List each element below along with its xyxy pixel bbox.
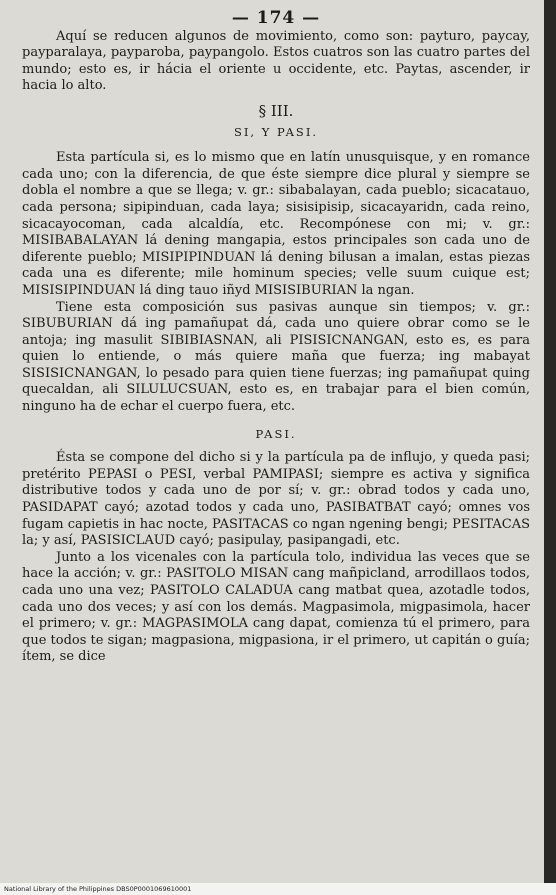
section-paragraph-2: Tiene esta composición sus pasivas aunque sin tiempos; v. gr.: SIBUBURIAN dá ing pamañupat dá, cada uno quiere obrar como se le antoja; ing masulit SIBIBIASNAN, ali PISISICNANGAN, esto es, es para quien lo entiende, o más quiere maña que fuerza; ing mabayat SISISICNANGAN, lo pesado para quien tiene fuerzas; ing pamañupat quing quecaldan, ali SILULUCSUAN, esto es, en trabajar para el bien común, ninguno ha de echar el cuerpo fuera, etc.	[22, 299, 530, 415]
section-paragraph-1: Esta partícula si, es lo mismo que en latín unusquisque, y en romance cada uno; con la diferencia, de que éste siempre dice plural y siempre se dobla el nombre a que se llega; v. gr.: sibabalayan, cada pueblo; sicacatauo, cada persona; sipipinduan, cada laya; sisisipisip, sicacayaridn, cada reino, sicacayocoman, cada alcaldía, etc. Recompónese con mi; v. gr.: MISIBABALAYAN lá dening mangapia, estos principales son cada uno de diferente pueblo; MISIPIPINDUAN lá dening bilusan a imalan, estas piezas cada una es diferente; mile hominum species; velle suum cuique est; MISISIPINDUAN lá ding tauo iñyd MISISIBURIAN la ngan.	[22, 150, 530, 298]
subsection-paragraph-1: Ésta se compone del dicho si y la partícula pa de influjo, y queda pasi; pretérito PEPASI o PESI, verbal PAMIPASI; siempre es activa y significa distributive todos y cada uno de por sí; v. gr.: obrad todos y cada uno, PASIDAPAT cayó; azotad todos y cada uno, PASIBATBAT cayó; omnes vos fugam capietis in hac nocte, PASITACAS co ngan ngening bengi; PESITACAS la; y así, PASISICLAUD cayó; pasipulay, pasipangadi, etc.	[22, 450, 530, 549]
subsection-title: PASI.	[255, 426, 297, 441]
page-gutter	[544, 0, 556, 883]
section-subtitle: SI, Y PASI.	[233, 124, 319, 139]
intro-paragraph: Aquí se reducen algunos de movimiento, como son: payturo, paycay, payparalaya, payparoba, paypangolo. Estos cuatros son las cuatro partes del mundo; esto es, ir hácia el oriente u occidente, etc. Paytas, ascender, ir hacia lo alto.	[22, 28, 530, 94]
section-title: § III.	[258, 101, 294, 120]
scan-footer: National Library of the Philippines DBS0P0001069610001	[0, 883, 556, 895]
page-content	[22, 10, 530, 666]
page-number: — 174 —	[231, 8, 321, 28]
subsection-paragraph-2: Junto a los vicenales con la partícula tolo, individua las veces que se hace la acción; v. gr.: PASITOLO MISAN cang mañpicland, arrodillaos todos, cada uno una vez; PASITOLO CALADUA cang matbat quea, azotadle todos, cada uno dos veces; y así con los demás. Magpasimola, migpasimola, hacer el primero; v. gr.: MAGPASIMOLA cang dapat, comienza tú el primero, para que todos te sigan; magpasiona, migpasiona, ir el primero, ut capitán o guía; ítem, se dice	[22, 549, 530, 665]
